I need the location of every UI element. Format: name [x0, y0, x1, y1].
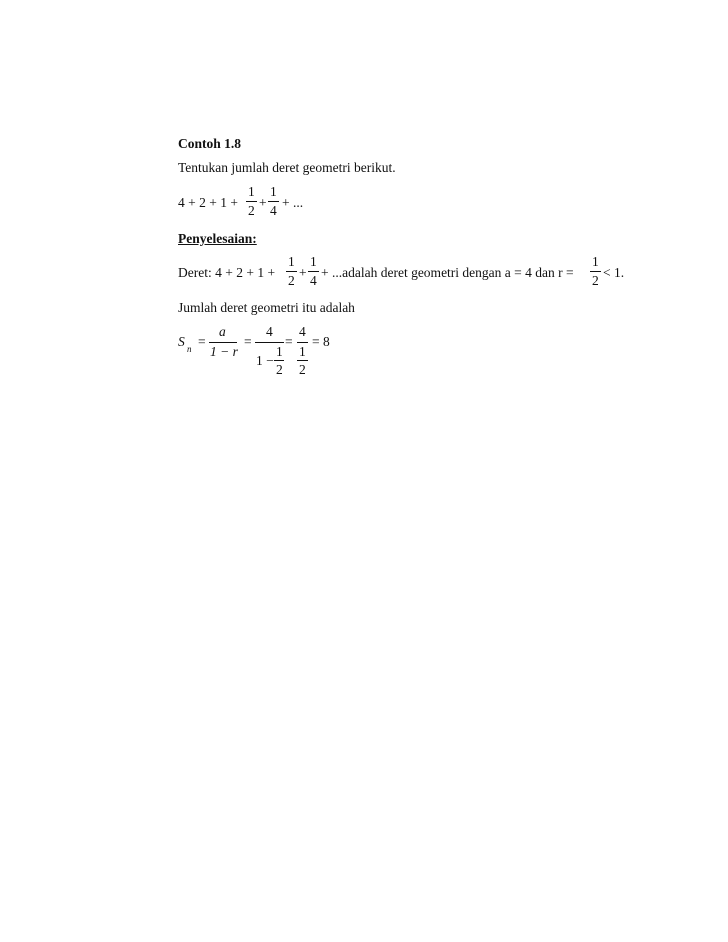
- fraction-denominator: 2: [248, 203, 255, 218]
- sum-subscript: n: [187, 344, 192, 354]
- fraction-numerator: 1: [592, 254, 599, 269]
- deret-middle: + ...adalah deret geometri dengan a = 4 dan r =: [321, 265, 574, 280]
- equals-sign: =: [198, 334, 206, 349]
- deret-prefix: Deret: 4 + 2 + 1 +: [178, 265, 276, 280]
- fraction-numerator: 1: [276, 344, 283, 359]
- fraction-bar: [308, 271, 319, 272]
- fraction-bar: [286, 271, 297, 272]
- fraction-bar: [268, 201, 279, 202]
- fraction-bar: [590, 271, 601, 272]
- fraction-bar: [209, 342, 237, 343]
- fraction-denominator: 2: [288, 273, 295, 288]
- example-title: Contoh 1.8: [178, 136, 242, 151]
- fraction-bar: [297, 360, 308, 361]
- fraction-bar: [274, 360, 284, 361]
- plus-sign: +: [259, 195, 267, 210]
- equals-sign: =: [244, 334, 252, 349]
- fraction-numerator: 1: [270, 184, 277, 199]
- fraction-numerator: 1: [299, 344, 306, 359]
- fraction-bar: [255, 342, 284, 343]
- plus-sign: +: [299, 265, 307, 280]
- series-prefix: 4 + 2 + 1 +: [178, 195, 238, 210]
- fraction-denominator: 4: [310, 273, 317, 288]
- fraction-denominator: 2: [592, 273, 599, 288]
- formula-result: = 8: [312, 334, 330, 349]
- deret-suffix: < 1.: [603, 265, 625, 280]
- fraction-bar: [297, 342, 308, 343]
- formula-numerator-a: a: [219, 324, 226, 339]
- solution-heading: Penyelesaian:: [178, 231, 257, 246]
- formula-numerator-4: 4: [299, 324, 306, 339]
- fraction-denominator: 4: [270, 203, 277, 218]
- problem-text: Tentukan jumlah deret geometri berikut.: [178, 160, 396, 175]
- sum-intro: Jumlah deret geometri itu adalah: [178, 300, 355, 315]
- series-tail: + ...: [282, 195, 304, 210]
- formula-denominator: 1 − r: [210, 344, 238, 359]
- fraction-denominator: 2: [299, 362, 306, 377]
- sum-symbol: S: [178, 334, 185, 349]
- equals-sign: =: [285, 334, 293, 349]
- fraction-denominator: 2: [276, 362, 283, 377]
- fraction-numerator: 1: [288, 254, 295, 269]
- fraction-numerator: 1: [310, 254, 317, 269]
- formula-numerator-4: 4: [266, 324, 273, 339]
- fraction-bar: [246, 201, 257, 202]
- fraction-numerator: 1: [248, 184, 255, 199]
- formula-inner-one: 1 −: [256, 353, 274, 368]
